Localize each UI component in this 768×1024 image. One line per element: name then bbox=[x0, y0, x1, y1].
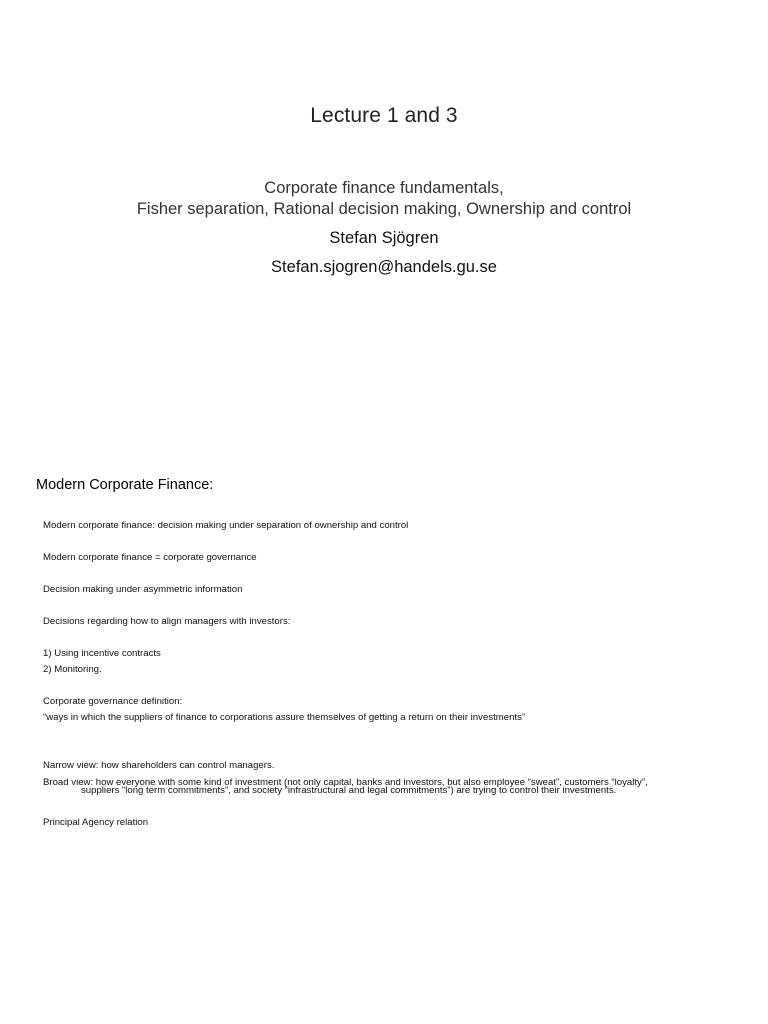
text-line: Corporate governance definition: bbox=[43, 696, 183, 707]
text-line-continued: suppliers “long term commitments”, and society “infrastructural and legal commitments”) are trying to control their investments. bbox=[81, 785, 617, 796]
text-line: Modern corporate finance = corporate governance bbox=[43, 552, 257, 563]
slide-heading: Modern Corporate Finance: bbox=[36, 477, 214, 493]
text-line: Modern corporate finance: decision making under separation of ownership and control bbox=[43, 520, 409, 531]
text-line: Principal Agency relation bbox=[43, 817, 149, 828]
subtitle-line-1: Corporate finance fundamentals, bbox=[264, 179, 504, 197]
content-slide bbox=[0, 440, 768, 1024]
text-line: Narrow view: how shareholders can control managers. bbox=[43, 760, 275, 771]
list-item: 2) Monitoring. bbox=[43, 664, 102, 675]
author-email: Stefan.sjogren@handels.gu.se bbox=[271, 258, 497, 276]
author-name: Stefan Sjögren bbox=[329, 229, 439, 247]
text-line: Broad view: how everyone with some kind of investment (not only capital, banks and investors, but also employee “sweat”, customers “loyalty”, bbox=[43, 777, 648, 788]
text-line: Decisions regarding how to align managers with investors: bbox=[43, 616, 291, 627]
subtitle-line-2: Fisher separation, Rational decision making, Ownership and control bbox=[136, 200, 632, 218]
text-line: Decision making under asymmetric information bbox=[43, 584, 243, 595]
lecture-title: Lecture 1 and 3 bbox=[310, 104, 458, 127]
definition-quote: “ways in which the suppliers of finance to corporations assure themselves of getting a return on their investments” bbox=[43, 712, 526, 723]
list-item: 1) Using incentive contracts bbox=[43, 648, 161, 659]
title-slide bbox=[0, 0, 768, 440]
